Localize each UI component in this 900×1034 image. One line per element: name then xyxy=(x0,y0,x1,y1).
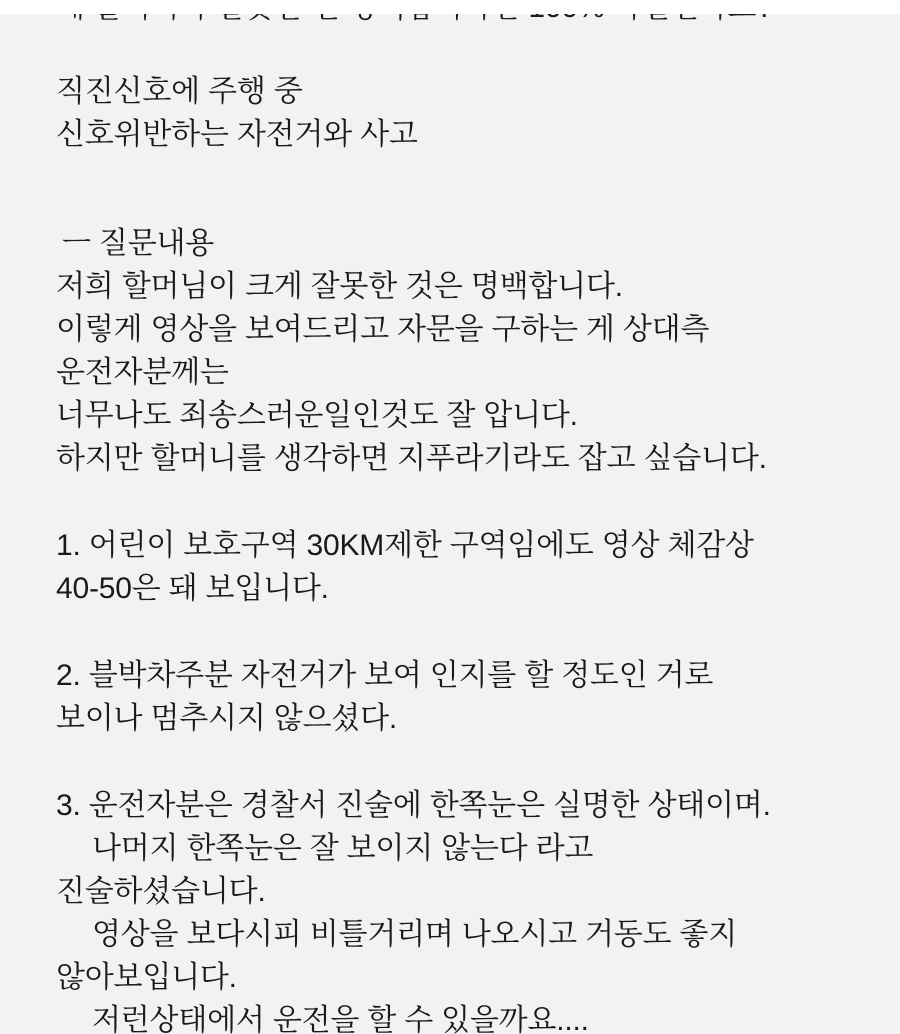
viewport-top-strip xyxy=(0,0,900,14)
document-content xyxy=(0,30,900,1034)
item-3-line-6: 저런상태에서 운전을 할 수 있을까요.... xyxy=(92,1004,589,1034)
title-line-1: 직진신호에 주행 중 xyxy=(56,75,303,108)
intro-line-3: 운전자분께는 xyxy=(56,356,229,389)
spacer xyxy=(0,610,900,654)
intro-line-5: 하지만 할머니를 생각하면 지푸라기라도 잡고 싶습니다. xyxy=(56,442,767,475)
item-3-line-5: 않아보입니다. xyxy=(56,961,237,994)
item-3-line-3: 진술하셨습니다. xyxy=(56,875,266,908)
section-heading: ㅡ 질문내용 xyxy=(62,227,215,260)
intro-line-1: 저희 할머님이 크게 잘못한 것은 명백합니다. xyxy=(56,270,623,303)
item-2-line-1: 2. 블박차주분 자전거가 보여 인지를 할 정도인 거로 xyxy=(56,659,714,692)
item-3-line-4: 영상을 보다시피 비틀거리며 나오시고 거동도 좋지 xyxy=(92,918,738,951)
intro-line-4: 너무나도 죄송스러운일인것도 잘 압니다. xyxy=(56,399,578,432)
intro-line-2: 이렇게 영상을 보여드리고 자문을 구하는 게 상대측 xyxy=(56,313,710,346)
title-line-2: 신호위반하는 자전거와 사고 xyxy=(56,118,418,151)
item-3-line-2: 나머지 한쪽눈은 잘 보이지 않는다 라고 xyxy=(92,832,594,865)
item-1-line-2: 40-50은 돼 보입니다. xyxy=(56,572,329,605)
item-1-line-1: 1. 어린이 보호구역 30KM제한 구역임에도 영상 체감상 xyxy=(56,529,754,562)
spacer xyxy=(0,740,900,784)
spacer xyxy=(0,200,900,222)
spacer xyxy=(0,156,900,200)
item-2-line-2: 보이나 멈추시지 않으셨다. xyxy=(56,702,397,735)
spacer xyxy=(0,30,900,70)
item-3-line-1: 3. 운전자분은 경찰서 진술에 한쪽눈은 실명한 상태이며. xyxy=(56,789,771,822)
spacer xyxy=(0,480,900,524)
